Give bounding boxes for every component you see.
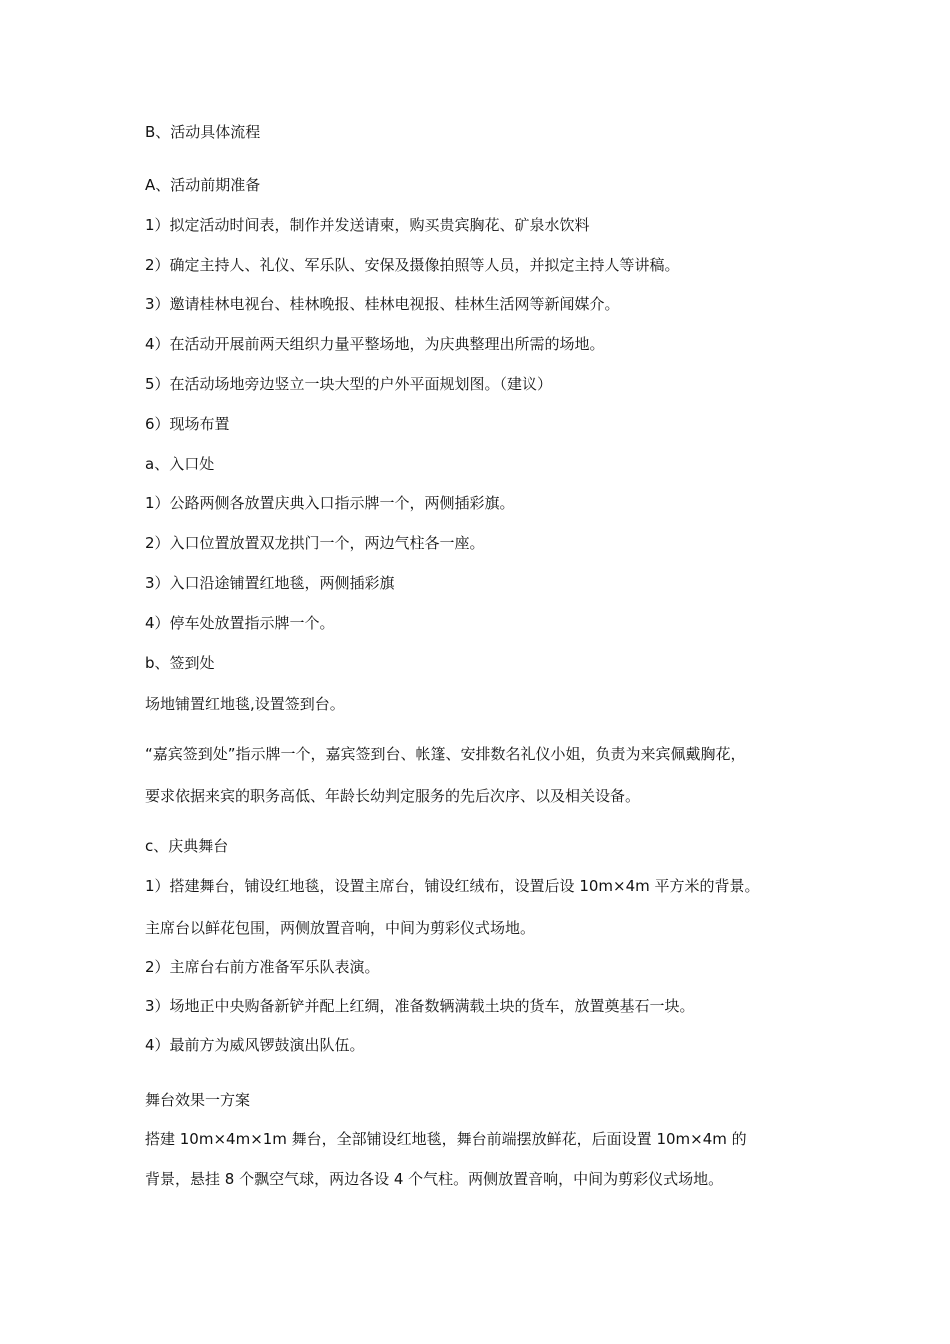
prep-item-6: 6）现场布置 [145, 415, 230, 433]
heading-signin: b、签到处 [145, 654, 215, 672]
stage-plan-text-1: 搭建 10m×4m×1m 舞台，全部铺设红地毯，舞台前端摆放鲜花，后面设置 10m×4m 的 [145, 1130, 747, 1148]
prep-item-1: 1）拟定活动时间表，制作并发送请柬，购买贵宾胸花、矿泉水饮料 [145, 216, 590, 234]
heading-stage-plan: 舞台效果一方案 [145, 1091, 251, 1109]
entrance-item-4: 4）停车处放置指示牌一个。 [145, 614, 335, 632]
stage-item-1: 1）搭建舞台，铺设红地毯，设置主席台，铺设红绒布，设置后设 10m×4m 平方米的背景。 [145, 877, 760, 895]
entrance-item-1: 1）公路两侧各放置庆典入口指示牌一个，两侧插彩旗。 [145, 494, 515, 512]
prep-item-3: 3）邀请桂林电视台、桂林晚报、桂林电视报、桂林生活网等新闻媒介。 [145, 295, 620, 313]
signin-text-1: 场地铺置红地毯,设置签到台。 [145, 695, 345, 713]
entrance-item-2: 2）入口位置放置双龙拱门一个，两边气柱各一座。 [145, 534, 485, 552]
stage-item-4: 4）最前方为威风锣鼓演出队伍。 [145, 1036, 365, 1054]
signin-text-2: “嘉宾签到处”指示牌一个，嘉宾签到台、帐篷、安排数名礼仪小姐，负责为来宾佩戴胸花， [145, 745, 746, 763]
stage-item-2: 2）主席台右前方准备军乐队表演。 [145, 958, 380, 976]
heading-entrance: a、入口处 [145, 455, 215, 473]
signin-text-3: 要求依据来宾的职务高低、年龄长幼判定服务的先后次序、以及相关设备。 [145, 787, 641, 805]
prep-item-5: 5）在活动场地旁边竖立一块大型的户外平面规划图。（建议） [145, 375, 553, 393]
heading-preparation: A、活动前期准备 [145, 176, 261, 194]
entrance-item-3: 3）入口沿途铺置红地毯，两侧插彩旗 [145, 574, 395, 592]
heading-stage: c、庆典舞台 [145, 837, 229, 855]
stage-item-3: 3）场地正中央购备新铲并配上红绸，准备数辆满载土块的货车，放置奠基石一块。 [145, 997, 695, 1015]
prep-item-4: 4）在活动开展前两天组织力量平整场地，为庆典整理出所需的场地。 [145, 335, 605, 353]
stage-text: 主席台以鲜花包围，两侧放置音响，中间为剪彩仪式场地。 [145, 919, 536, 937]
prep-item-2: 2）确定主持人、礼仪、军乐队、安保及摄像拍照等人员，并拟定主持人等讲稿。 [145, 256, 680, 274]
stage-plan-text-2: 背景，悬挂 8 个飘空气球，两边各设 4 个气柱。两侧放置音响，中间为剪彩仪式场地。 [145, 1170, 724, 1188]
heading-activity-flow: B、活动具体流程 [145, 123, 261, 141]
